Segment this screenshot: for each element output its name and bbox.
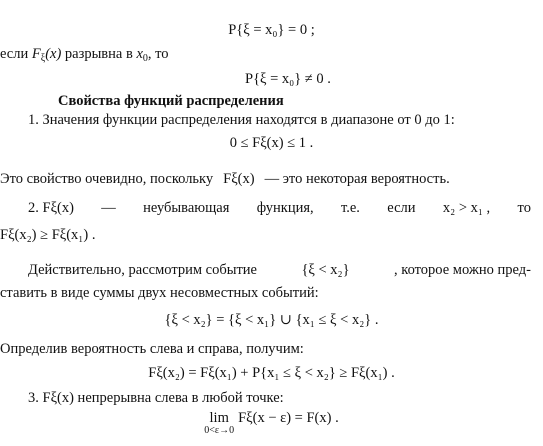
- math-symbol: x: [136, 46, 143, 62]
- word: т.е.: [341, 200, 360, 216]
- paragraph-text: — это некоторая вероятность.: [264, 171, 450, 187]
- limit-word: lim: [209, 410, 229, 426]
- word: функция,: [256, 200, 314, 216]
- heading-text: Свойства функций распределения: [58, 93, 284, 109]
- formula-text: Fξ(x − ε) = F(x) .: [238, 410, 339, 426]
- paragraph-text: , которое можно пред-: [394, 262, 531, 278]
- formula-probabilities: [0, 364, 543, 382]
- word: если: [387, 200, 416, 216]
- formula-bounds: [0, 134, 543, 152]
- math-argument: (x): [45, 46, 62, 62]
- text-fragment: разрывна в: [64, 46, 133, 62]
- math-subscript: ξ: [40, 53, 46, 64]
- text-fragment: если: [0, 46, 29, 62]
- word: неубывающая: [143, 200, 230, 216]
- paragraph-text: Это свойство очевидно, поскольку: [0, 171, 214, 187]
- paragraph-4-continued: [0, 284, 319, 302]
- formula-inline: Fξ(x₂) ≥ Fξ(x₁) .: [0, 227, 96, 243]
- paragraph-2: [0, 170, 543, 188]
- paragraph-text: 3. Fξ(x) непрерывна слева в любой точке:: [28, 390, 284, 406]
- word: —: [101, 200, 116, 216]
- formula-text: 0 ≤ Fξ(x) ≤ 1 .: [229, 135, 314, 151]
- paragraph-text: ставить в виде суммы двух несовместных событий:: [0, 285, 319, 301]
- paragraph-5: [0, 340, 304, 358]
- formula-text: {ξ < x₂} = {ξ < x₁} ∪ {x₁ ≤ ξ < x₂} .: [164, 312, 379, 328]
- text-line-2: [0, 45, 169, 63]
- formula-line-3: [245, 70, 331, 88]
- paragraph-text: Действительно, рассмотрим событие: [28, 262, 257, 278]
- paragraph-4: [28, 261, 531, 279]
- paragraph-3-continued: [0, 226, 95, 244]
- limit-subscript: 0<ε→0: [204, 425, 235, 436]
- formula-inline: {ξ < x₂}: [301, 262, 350, 278]
- section-heading: [58, 92, 284, 110]
- text-fragment: , то: [147, 46, 169, 62]
- formula-line-1: [0, 21, 543, 39]
- paragraph-text: Определив вероятность слева и справа, получим:: [0, 341, 304, 357]
- paragraph-1: [28, 111, 455, 129]
- math-symbol: F: [31, 46, 41, 62]
- formula-text: P{ξ = x₀} = 0 ;: [228, 22, 315, 38]
- formula-inline: Fξ(x): [223, 171, 255, 187]
- formula-text: Fξ(x₂) = Fξ(x₁) + P{x₁ ≤ ξ < x₂} ≥ Fξ(x₁) .: [148, 365, 395, 381]
- math-subscript: 0: [142, 53, 148, 64]
- limit-operator: [204, 409, 234, 436]
- word: x₂ > x₁ ,: [442, 200, 491, 216]
- paragraph-6: [28, 389, 284, 407]
- word: 2. Fξ(x): [28, 200, 74, 216]
- paragraph-text: 1. Значения функции распределения находятся в диапазоне от 0 до 1:: [28, 112, 455, 128]
- word: то: [517, 200, 531, 216]
- paragraph-3: [28, 199, 531, 217]
- formula-events: [0, 311, 543, 329]
- formula-text: P{ξ = x₀} ≠ 0 .: [245, 71, 331, 87]
- formula-limit: [0, 409, 543, 436]
